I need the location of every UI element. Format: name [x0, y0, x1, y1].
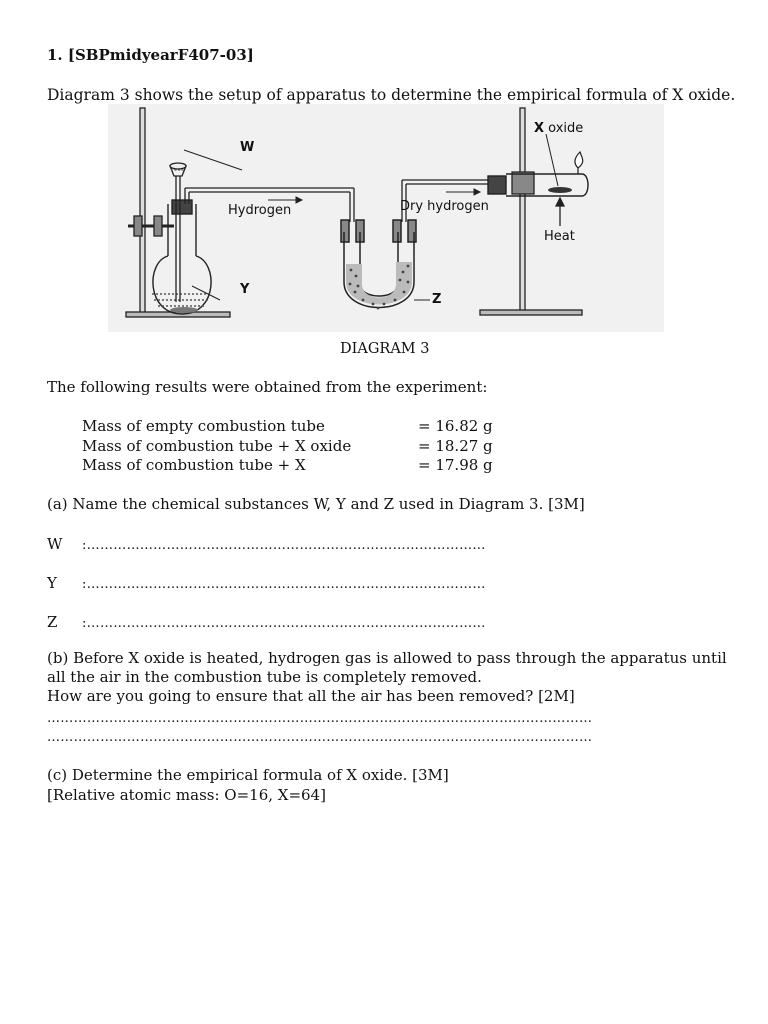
part-a-question: (a) Name the chemical substances W, Y and Z used in Diagram 3. [3M]	[47, 495, 585, 513]
results-row-label: Mass of empty combustion tube	[82, 417, 325, 435]
label-x-symbol: X	[534, 121, 545, 136]
results-row-value: = 16.82 g	[418, 417, 493, 435]
results-intro: The following results were obtained from the experiment:	[47, 378, 488, 396]
question-intro: Diagram 3 shows the setup of apparatus to determine the empirical formula of X oxide.	[47, 86, 736, 104]
results-row-value: = 17.98 g	[418, 456, 493, 474]
question-heading: 1. [SBPmidyearF407-03]	[47, 46, 254, 64]
part-b-line-1: (b) Before X oxide is heated, hydrogen gas is allowed to pass through the apparatus until	[47, 649, 727, 667]
part-b-answer-line[interactable]: ……………………………………………………………………………………………………………	[47, 711, 593, 726]
diagram-caption: DIAGRAM 3	[340, 341, 430, 357]
results-row-label: Mass of combustion tube + X oxide	[82, 437, 352, 455]
label-z: Z	[432, 292, 442, 307]
answer-line-w[interactable]: :………………………………………………………………………………	[82, 538, 486, 553]
label-hydrogen: Hydrogen	[228, 203, 292, 218]
label-oxide-word: oxide	[548, 121, 584, 136]
label-w: W	[240, 140, 255, 155]
label-x-oxide	[534, 121, 583, 136]
answer-letter-y: Y	[47, 574, 57, 592]
apparatus-diagram	[108, 104, 664, 332]
label-y: Y	[240, 282, 250, 297]
answer-letter-w: W	[47, 535, 63, 553]
results-row-value: = 18.27 g	[418, 437, 493, 455]
part-b-line-2: all the air in the combustion tube is completely removed.	[47, 668, 482, 686]
answer-line-z[interactable]: :………………………………………………………………………………	[82, 616, 486, 631]
results-row-label: Mass of combustion tube + X	[82, 456, 306, 474]
answer-letter-z: Z	[47, 613, 58, 631]
label-heat: Heat	[544, 229, 575, 244]
part-b-answer-line[interactable]: ……………………………………………………………………………………………………………	[47, 730, 593, 745]
part-b-line-3: How are you going to ensure that all the air has been removed? [2M]	[47, 687, 575, 705]
answer-line-y[interactable]: :………………………………………………………………………………	[82, 577, 486, 592]
part-c-relative-atomic-mass: [Relative atomic mass: O=16, X=64]	[47, 786, 326, 804]
part-c-question: (c) Determine the empirical formula of X oxide. [3M]	[47, 766, 449, 784]
label-dry-hydrogen: Dry hydrogen	[400, 199, 489, 214]
